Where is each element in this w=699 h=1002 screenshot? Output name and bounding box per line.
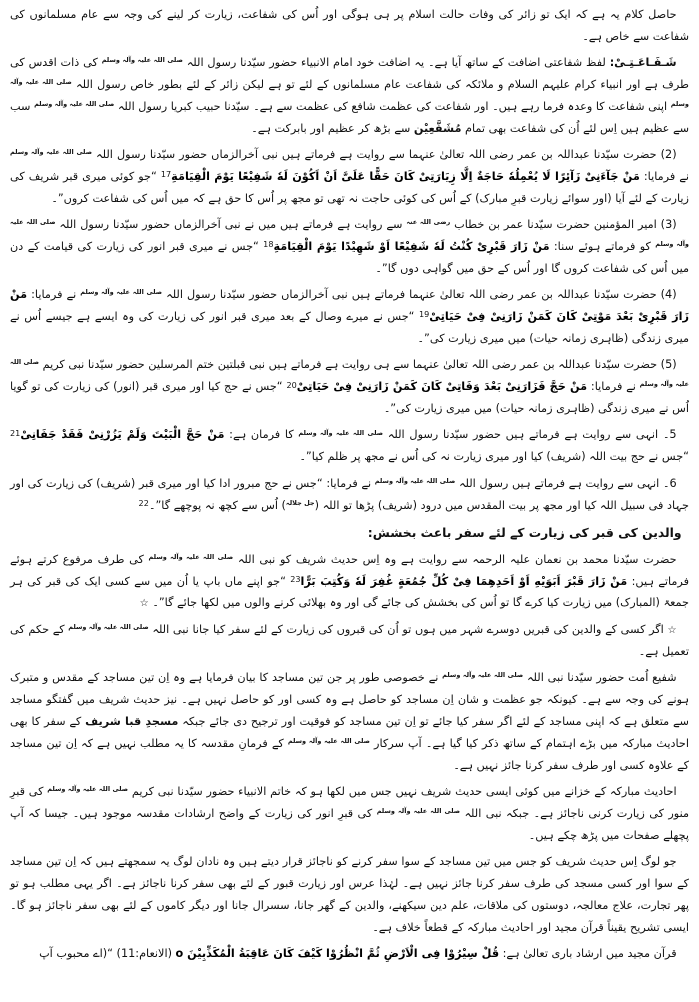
bold-term: شَـفَـاعَـتِـیْ: [609, 56, 677, 70]
arabic-hadith-quote: مَنْ زَارَ قَبْرِیْ کُنْتُ لَهٗ شَفِیْعًا اَوْ شَهِیْدًا یَوْمَ الْقِیَامَةِ [273, 240, 550, 254]
honorific-symbol: صلی اللہ علیہ وآلہ وسلم [101, 56, 183, 65]
text-run: “جو کوئی میری قبر شریف کی زیارت کے لئے آیا (اور سوائے زیارت قبرِ مبارک) کے اُس کی کوئی حاجت نہ تھی تو مجھ پر اُس کا حق ہے کہ میں اُس کی شفاعت کروں”۔ [10, 170, 689, 206]
text-run: “جس نے حج بیت اللہ (شریف) کیا اور میری زیارت نہ کی اُس نے مجھ پر ظلم کیا”۔ [299, 450, 689, 464]
text-run: سے روایت ہے فرماتے ہیں میں نے نبی آخرالزماں حضور سیّدنا رسول اللہ [55, 218, 407, 232]
text-run: کی طرف مرفوع کرتے ہوئے فرماتے ہیں: [10, 552, 689, 588]
text-run: (الانعام:11) “(اے محبوب آپ [39, 946, 176, 960]
paragraph [10, 214, 689, 280]
text-run: احادیث مبارکہ کے خزانے میں کوئی ایسی حدیث شریف نہیں جس میں لکھا ہو کہ خاتم الانبیاء حضور سیّدنا نبی کریم [128, 784, 677, 798]
footnote-ref: 17 [160, 169, 172, 180]
paragraph [10, 619, 689, 663]
text-run: اپنی شفاعت کا وعدہ فرما رہے ہیں۔ اور شفاعت کی عظمت شافع کی عظمت سے ہے۔ سیّدنا حبیب کبریا رسول اللہ [114, 100, 671, 114]
text-run: نے فرمایا: [639, 170, 689, 184]
section-heading [10, 521, 689, 545]
text-run: (2) حضرت سیّدنا عبداللہ بن عمر رضی اللہ تعالیٰ عنہما سے روایت ہے فرماتے ہیں نبی آخرالزماں حضور سیّدنا رسول اللہ [92, 148, 677, 162]
paragraph [10, 473, 689, 517]
text-run: (5) حضرت سیّدنا عبداللہ بن عمر رضی اللہ تعالیٰ عنہما سے ہی روایت ہے فرماتے ہیں نبی قبلتین ختم المرسلین حضور سیّدنا نبی کریم [39, 358, 677, 372]
paragraph [10, 354, 689, 420]
text-run: قرآن مجید میں ارشاد باری تعالیٰ ہے: [499, 946, 677, 960]
paragraph [10, 424, 689, 468]
text-run: اگر کسی کے والدین کی قبریں دوسرے شہر میں ہوں تو اُن کی قبروں کی زیارت کے لئے سفر کیا جانا نبی اللہ [148, 622, 668, 636]
text-run: حاصل کلام یہ ہے کہ ایک تو زائر کی وفات حالت اسلام پر ہی ہوگی اور اُس کی شفاعت، زیارت کر لینے کی وجہ سے عام مسلمانوں کی شفاعت سے خاص ہے۔ [10, 8, 689, 43]
honorific-symbol: صلی اللہ علیہ وآلہ وسلم [374, 476, 456, 485]
text-run: کی قبرِ انور کی زیارت کے واضح ارشادات مقدسہ موجود ہیں۔ جیسا کہ آپ پچھلے صفحات میں پڑھ چکے ہیں۔ [10, 806, 689, 842]
honorific-symbol: صلی اللہ علیہ وآلہ وسلم [376, 806, 461, 815]
text-run: نے فرمایا: [587, 380, 640, 394]
honorific-symbol: صلی اللہ علیہ وآلہ وسلم [10, 148, 93, 157]
paragraph [10, 284, 689, 350]
paragraph [10, 851, 689, 939]
honorific-symbol: صلی اللہ علیہ وآلہ وسلم [148, 552, 234, 561]
paragraph [10, 52, 689, 140]
footnote-ref: 18 [263, 239, 274, 250]
text-run: “جو اپنے ماں باپ یا اُن میں سے کسی ایک کی قبر کی ہر جمعۃ (المبارک) میں زیارت کیا کرے گا تو اُس کی بخشش کی جائے گی اور وہ بھلائی کرنے والوں میں لکھا جائے گا”۔ [10, 574, 689, 610]
text-run: سے بڑھ کر عظیم اور بابرکت ہے۔ [251, 121, 414, 135]
honorific-symbol: رضی اللہ عنہ [406, 218, 451, 227]
text-run: ) اُس سے کچھ نہ پوچھے گا”۔ [148, 498, 286, 512]
text-run: کو فرماتے ہوئے سنا: [549, 240, 656, 254]
text-run: حضرت سیّدنا محمد بن نعمان علیہ الرحمہ سے روایت ہے وہ اِس حدیث شریف کو نبی اللہ [233, 552, 677, 566]
paragraph [10, 943, 689, 965]
text-run: کے فرمانِ مقدسہ کا یہ مطلب نہیں ہے کہ اِن تین مساجد کے علاوہ کسی اور طرف سفر کرنا جائز نہیں ہے۔ [10, 736, 689, 772]
honorific-symbol: جل جلالہ [285, 498, 315, 507]
text-run: جو لوگ اِس حدیث شریف کو جس میں تین مساجد کے سوا سفر کرنے کو ناجائز قرار دیتے ہیں وہ نادان لوگ یہ سمجھتے ہیں کہ اِن تین مساجد کے سوا اور کسی مسجد کی طرف سفر کرنا جائز نہیں ہے۔ لہٰذا عرس اور زیارت قبور کے لئے بھی سفر کرنا ناجائز ہے۔ اگر یہی مطلب ہو تو پھر تجارت، علاج معالجہ، دوستوں کی ملاقات، علم دین سیکھنے، والدین کے گھر جانا، سسرال جانا اور دیگر کاموں کے لئے بھی سفر ناجائز ہو گا۔ ایسی تشریح یقیناً قرآن مجید اور احادیث مبارکہ کے قطعاً خلاف ہے۔ [10, 854, 689, 934]
arabic-hadith-quote: قُلْ سِیْرُوْا فِی الْاَرْضِ ثُمَّ انْظُرُوْا کَیْفَ کَانَ عَاقِبَةُ الْمُکَذِّبِیْنَ o [175, 946, 500, 960]
text-run: نے فرمایا: [27, 288, 81, 302]
text-run: کے سفر کا بھی احادیث مبارکہ میں بڑے اہتمام کے ساتھ ذکر کیا گیا ہے۔ آپ سرکار [10, 714, 689, 750]
paragraph [10, 4, 689, 48]
honorific-symbol: صلی اللہ علیہ وآلہ وسلم [34, 100, 115, 109]
star-symbol: ☆ [139, 598, 149, 610]
footnote-ref: 20 [286, 379, 297, 390]
text-run: 5۔ انہی سے روایت ہے فرماتے ہیں حضور سیّدنا رسول اللہ [383, 428, 677, 442]
text-run: “جس نے حج کیا اور میری قبر (انور) کی زیارت کی تو گویا اُس نے میری زندگی (ظاہری زمانہ حیات) میں میری زیارت کی”۔ [10, 380, 689, 416]
text-run: کے حکم کی تعمیل ہے۔ [10, 622, 689, 658]
arabic-hadith-quote: مَنْ زَارَ قَبْرِیْ بَعْدَ مَوْتِیْ کَانَ کَمَنْ زَارَنِیْ فِیْ حَیَاتِیْ [10, 288, 689, 324]
bold-term: والدین کی قبر کی زیارت کے لئے سفر باعث بخشش: [367, 525, 682, 540]
paragraph [10, 667, 689, 777]
text-run: کی قبرِ منور کی زیارت کرنی ناجائز ہے۔ جبکہ نبی اللہ [10, 784, 689, 820]
text-run: کی ذات اقدس کی طرف ہے اور انبیاء کرام علیہم السلام و ملائکہ کی شفاعت عام مسلمانوں کے لئے تو ہے لیکن زائر کے لئے بطور خاص رسول اللہ [10, 56, 689, 92]
bold-term: مسجدِ قبا شریف [85, 714, 179, 728]
honorific-symbol: صلی اللہ علیہ وآلہ وسلم [10, 78, 689, 109]
paragraph [10, 781, 689, 847]
text-run: “جس نے میری قبر انور کی زیارت کی قیامت کے دن میں اُس کی شفاعت کروں گا اور اُس کے حق میں گواہی دوں گا”۔ [10, 240, 689, 276]
footnote-ref: 23 [290, 573, 301, 584]
star-symbol: ☆ [667, 624, 677, 636]
arabic-hadith-quote: مَنْ حَجَّ فَزَارَنِیْ بَعْدَ وَفَاتِیْ کَانَ کَمَنْ زَارَنِیْ فِیْ حَیَاتِیْ [296, 380, 588, 394]
text-run: لفظ شفاعتی اضافت کے ساتھ آیا ہے۔ یہ اضافت خود امام الانبیاء حضور سیّدنا رسول اللہ [182, 56, 610, 70]
honorific-symbol: صلی اللہ علیہ وآلہ وسلم [287, 736, 370, 745]
honorific-symbol: صلی اللہ علیہ وآلہ وسلم [80, 288, 163, 297]
arabic-hadith-quote: مَنْ جَآءَنِیْ زَآئِرًا لَا یُعْمِلُهٗ حَاجَةٌ اِلَّا زِیَارَتِیْ کَانَ حَقًّا عَلَیَّ اَنْ اَکُوْنَ لَهٗ شَفِیْعًا یَوْمَ الْقِیَامَةِ [171, 170, 640, 184]
footnote-ref: 21 [10, 427, 21, 438]
text-run: (3) امیر المؤمنین حضرت سیّدنا عمر بن خطاب [450, 218, 677, 232]
text-run: سب سے عظیم ہیں اِس لئے اُن کی شفاعت بھی تمام [10, 100, 689, 135]
footnote-ref: 19 [418, 309, 430, 320]
text-run: 6۔ انہی سے روایت ہے فرماتے ہیں رسول اللہ [455, 476, 677, 490]
bold-term: مُشَفَّعِیْن [413, 121, 462, 135]
text-run: نے خصوصی طور پر جن تین مساجد کا بیان فرمایا ہے وہ اِن تین مساجد کے مقدس و متبرک ہونے کی وجہ سے ہے۔ کیونکہ جو عظمت و شان اِن مساجد کو حاصل ہے وہ کسی اور کو حاصل نہیں ہے۔ نیز حدیث شریف میں گفتگو مساجد سے متعلق ہے کہ اپنی مساجد کے لئے اگر سفر کیا جائے تو اِن تین مساجد کو فوقیت اور ترجیح دی جائے جبکہ [10, 670, 689, 728]
paragraph [10, 549, 689, 615]
text-run: نے فرمایا: “جس نے حج مبرور ادا کیا اور میری قبر (شریف) کی زیارت کی اور جہاد فی سبیل اللہ کیا اور مجھ پر بیت المقدس میں درود (شریف) پڑھا تو اللہ ( [10, 476, 689, 512]
text-run: کا فرمان ہے: [224, 428, 299, 442]
honorific-symbol: صلی اللہ علیہ وآلہ وسلم [442, 670, 524, 679]
text-run: شفیع اُمت حضور سیّدنا نبی اللہ [523, 670, 677, 684]
honorific-symbol: صلی اللہ علیہ وآلہ وسلم [298, 428, 384, 437]
text-run: “جس نے میرے وصال کے بعد میری قبر انور کی زیارت کی وہ ایسے ہے جیسے اُس نے میری زندگی (ظاہری زمانہ حیات) میں میری زیارت کی”۔ [10, 310, 689, 346]
honorific-symbol: صلی اللہ علیہ وآلہ وسلم [47, 784, 129, 793]
honorific-symbol: صلی اللہ علیہ وآلہ وسلم [10, 218, 689, 249]
arabic-hadith-quote: مَنْ زَارَ قَبْرَ اَبَوَیْهِ اَوْ اَحَدِهِمَا فِیْ کُلِّ جُمُعَةٍ غُفِرَ لَهٗ وَکُتِبَ بَرًّا [300, 574, 628, 588]
arabic-hadith-quote: مَنْ حَجَّ الْبَیْتَ وَلَمْ یَزُرْنِیْ فَقَدْ جَفَانِیْ [20, 428, 225, 442]
paragraph [10, 144, 689, 210]
footnote-ref: 22 [138, 497, 149, 508]
honorific-symbol: صلی اللہ علیہ وآلہ وسلم [10, 358, 689, 389]
text-run: (4) حضرت سیّدنا عبداللہ بن عمر رضی اللہ تعالیٰ عنہما فرماتے ہیں نبی آخرالزماں حضور سیّدنا رسول اللہ [162, 288, 677, 302]
honorific-symbol: صلی اللہ علیہ وآلہ وسلم [68, 622, 149, 631]
